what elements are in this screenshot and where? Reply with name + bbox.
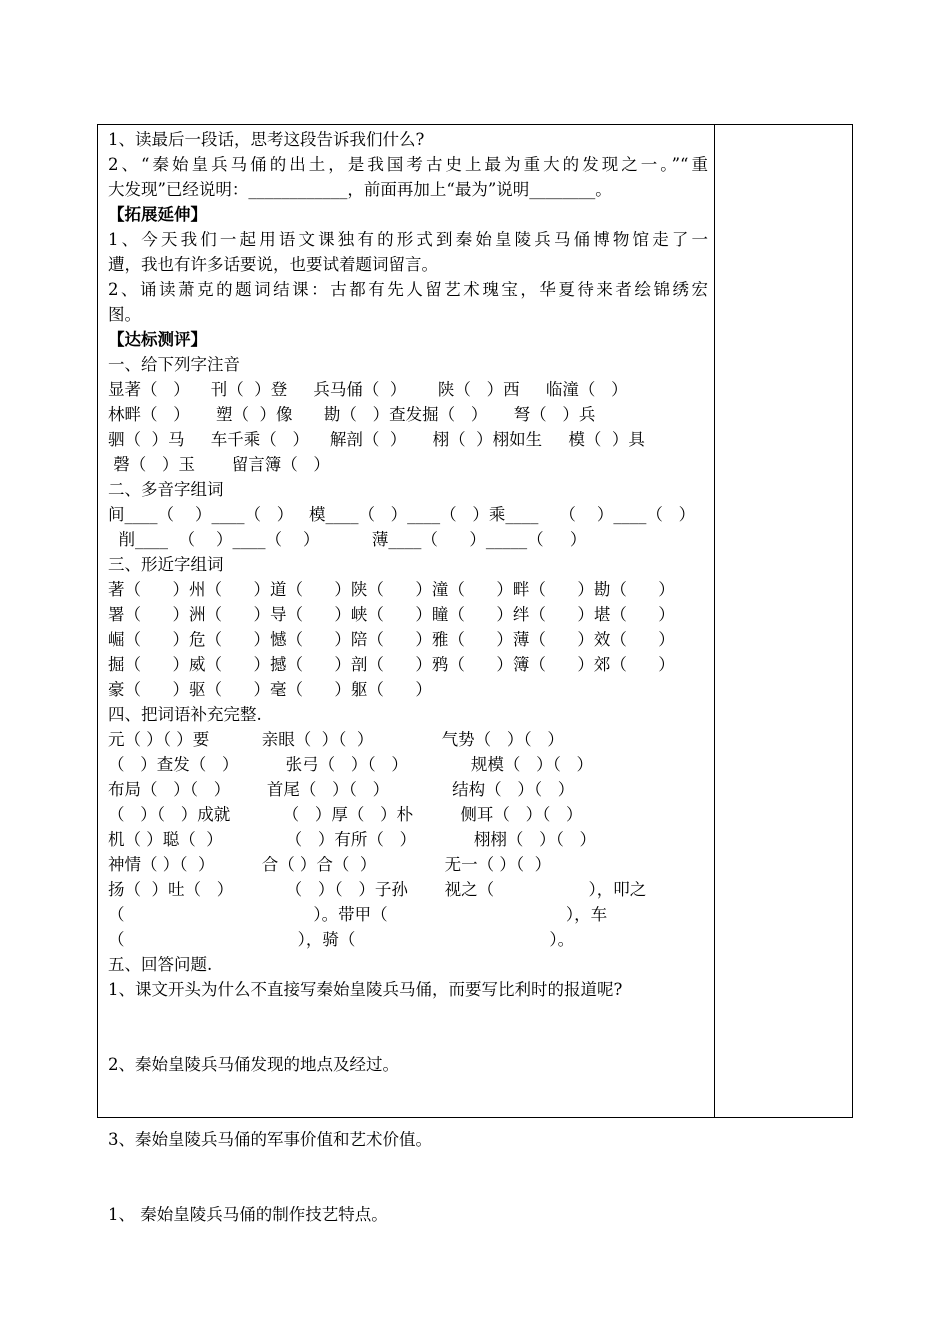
worksheet-line: 驷（ ）马 车千乘（ ） 解剖（ ） 栩（ ）栩如生 模（ ）具	[108, 430, 645, 449]
worksheet-line: 扬（ ）吐（ ） （ ）（ ）子孙 视之（ ），叩之	[108, 880, 647, 899]
worksheet-line: 元（ ）（ ）要 亲眼（ ）（ ） 气势（ ）（ ）	[108, 730, 564, 749]
worksheet-line: 间____（ ）____（ ） 模____（ ）____（ ）乘____ （ ）____（ ）	[108, 505, 696, 524]
worksheet-line: 神情（ ）（ ） 合（ ）合（ ） 无一（ ）（ ）	[108, 855, 552, 874]
worksheet-line: 1、课文开头为什么不直接写秦始皇陵兵马俑，而要写比利时的报道呢?	[108, 980, 623, 999]
worksheet-line: 一、给下列字注音	[108, 355, 240, 374]
worksheet-line	[108, 1002, 708, 1052]
worksheet-line: 磬（ ）玉 留言簿（ ）	[108, 455, 330, 474]
worksheet-line	[108, 1077, 708, 1127]
worksheet-line: （ ），骑（ ）。	[108, 930, 575, 949]
worksheet-content	[108, 127, 708, 1227]
worksheet-line: 林畔（ ） 塑（ ）像 勘（ ）查发掘（ ） 弩（ ）兵	[108, 405, 596, 424]
worksheet-line: 机（ ）聪（ ） （ ）有所（ ） 栩栩（ ）（ ）	[108, 830, 597, 849]
worksheet-line: 1、 秦始皇陵兵马俑的制作技艺特点。	[108, 1205, 388, 1224]
worksheet-line: 二、多音字组词	[108, 480, 224, 499]
worksheet-line: 大发现”已经说明：____________，前面再加上“最为”说明________。	[108, 180, 612, 199]
worksheet-line: 2、秦始皇陵兵马俑发现的地点及经过。	[108, 1055, 399, 1074]
worksheet-line: 【拓展延伸】	[108, 205, 207, 224]
worksheet-line: 图。	[108, 305, 141, 324]
worksheet-line: 削____ （ ）____（ ） 薄____（ ）_____（ ）	[108, 530, 587, 549]
worksheet-line: 三、形近字组词	[108, 555, 224, 574]
worksheet-line: 掘（ ）威（ ）撼（ ）剖（ ）鸦（ ）簿（ ）郊（ ）	[108, 655, 675, 674]
worksheet-line: 四、把词语补充完整.	[108, 705, 262, 724]
worksheet-line	[108, 1152, 708, 1202]
worksheet-line: 著（ ）州（ ）道（ ）陕（ ）潼（ ）畔（ ）勘（ ）	[108, 580, 675, 599]
column-divider	[714, 125, 715, 1117]
worksheet-line: 1、今天我们一起用语文课独有的形式到秦始皇陵兵马俑博物馆走了一	[108, 230, 708, 249]
worksheet-line: 显著（ ） 刊（ ）登 兵马俑（ ） 陕（ ）西 临潼（ ）	[108, 380, 628, 399]
worksheet-line: （ ）（ ）成就 （ ）厚（ ）朴 侧耳（ ）（ ）	[108, 805, 583, 824]
worksheet-line: 3、秦始皇陵兵马俑的军事价值和艺术价值。	[108, 1130, 432, 1149]
worksheet-line: 五、回答问题.	[108, 955, 213, 974]
worksheet-line: 2、“秦始皇兵马俑的出土，是我国考古史上最为重大的发现之一。”“重	[108, 155, 708, 174]
worksheet-line: 2、诵读萧克的题词结课：古都有先人留艺术瑰宝，华夏待来者绘锦绣宏	[108, 280, 708, 299]
worksheet-line: 【达标测评】	[108, 330, 207, 349]
worksheet-line: 署（ ）洲（ ）导（ ）峡（ ）瞳（ ）绊（ ）堪（ ）	[108, 605, 675, 624]
worksheet-line: （ ）。带甲（ ），车	[108, 905, 608, 924]
worksheet-line: 豪（ ）驱（ ）毫（ ）躯（ ）	[108, 680, 432, 699]
worksheet-line: （ ）查发（ ） 张弓（ ）（ ） 规模（ ）（ ）	[108, 755, 594, 774]
worksheet-table	[97, 124, 853, 1224]
worksheet-line: 1、读最后一段话，思考这段告诉我们什么?	[108, 130, 425, 149]
worksheet-line: 崛（ ）危（ ）憾（ ）陪（ ）雅（ ）薄（ ）效（ ）	[108, 630, 675, 649]
worksheet-line: 布局（ ）（ ） 首尾（ ）（ ） 结构（ ）（ ）	[108, 780, 575, 799]
worksheet-line: 遭，我也有许多话要说，也要试着题词留言。	[108, 255, 438, 274]
